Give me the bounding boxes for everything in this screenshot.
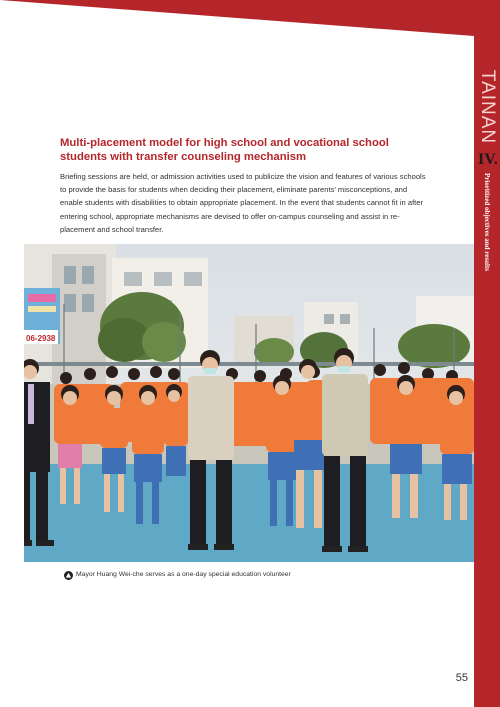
section-body: Briefing sessions are held, or admission activities used to publicize the vision and features of various schools to provide the basis for students when deciding their placement, eliminate parents’ misconceptions, and enable students with disabilities to obtain appropriate placement. In the event that students cannot fit in after entering school, appropriate mechanisms are devised to offer on-campus counseling and assist in re-placement and school transfer. xyxy=(60,172,426,234)
page-number: 55 xyxy=(455,672,468,684)
photo-caption xyxy=(64,570,291,580)
caption-text: Mayor Huang Wei-che serves as a one-day special education volunteer xyxy=(76,571,291,578)
triangle-up-icon xyxy=(64,571,73,580)
chapter-number: IV. xyxy=(478,151,498,168)
svg-text:06-2938: 06-2938 xyxy=(26,334,56,343)
group-photo xyxy=(24,244,474,562)
chapter-title: Prioritized objectives and results xyxy=(483,172,491,272)
city-label: TAINAN xyxy=(477,69,498,145)
section-title: Multi-placement model for high school and vocational school students with transfer counseling mechanism xyxy=(60,137,389,163)
top-decorative-band xyxy=(0,0,500,40)
